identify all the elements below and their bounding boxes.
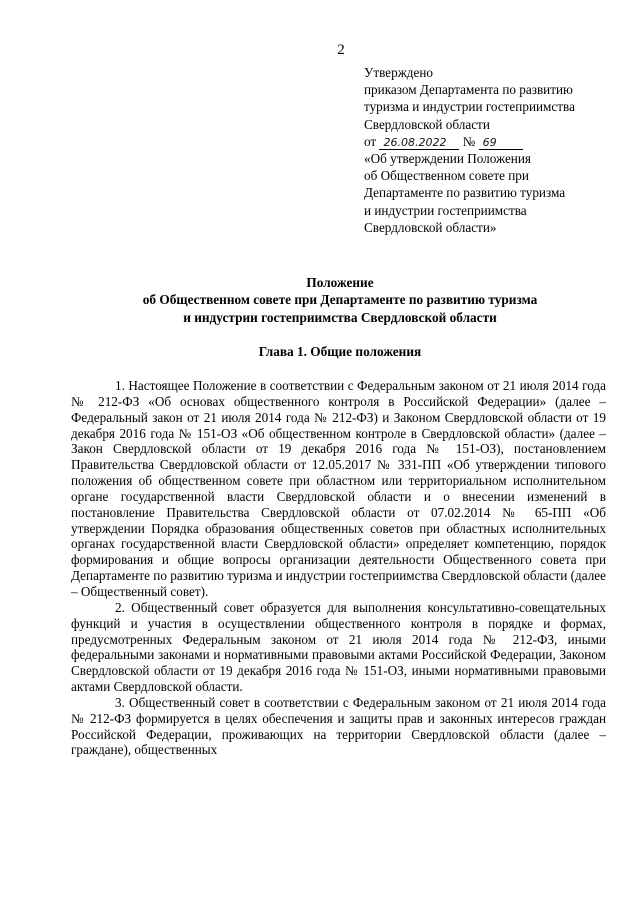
approval-line: приказом Департамента по развитию — [364, 82, 573, 98]
approval-line: Департаменте по развитию туризма — [364, 185, 566, 201]
approval-block — [364, 64, 624, 236]
date-prefix: от — [364, 133, 377, 149]
approval-line: об Общественном совете при — [364, 168, 529, 184]
page-number: 2 — [337, 42, 345, 58]
paragraph: 3. Общественный совет в соответствии с Федеральным законом от 21 июля 2014 года № 212-ФЗ формируется в целях обеспечения и защиты прав и законных интересов граждан Российской Федерации, проживающих на территории Свердловской области (далее – граждане), общественных — [71, 694, 606, 758]
title-line: об Общественном совете при Департаменте по развитию туризма — [142, 292, 538, 308]
approval-line: Свердловской области — [364, 116, 490, 132]
document-title — [70, 274, 610, 326]
approval-line: Свердловской области» — [364, 219, 497, 235]
approval-line: туризма и индустрии гостеприимства — [364, 99, 575, 115]
chapter-heading: Глава 1. Общие положения — [258, 344, 422, 359]
handwritten-date: 26.08.2022 — [379, 136, 459, 150]
title-line: Положение — [306, 275, 374, 290]
document-body — [71, 378, 606, 758]
approval-date-line — [364, 133, 624, 150]
approval-line: и индустрии гостеприимства — [364, 202, 527, 218]
title-line: и индустрии гостеприимства Свердловской области — [183, 309, 497, 325]
approval-line: «Об утверждении Положения — [364, 151, 531, 167]
approval-line: Утверждено — [364, 65, 434, 80]
paragraph: 2. Общественный совет образуется для выполнения консультативно-совещательных функций и участия в осуществлении общественного контроля в порядке и формах, предусмотренных Федеральным законом от 21 июля 2014 года № 212-ФЗ, иными федеральными законами и нормативными правовыми актами Российской Федерации, Законом Свердловской области от 19 декабря 2016 года № 151-ОЗ, иными нормативными правовыми актами Свердловской области. — [71, 599, 606, 695]
number-prefix: № — [462, 133, 476, 149]
handwritten-number: 69 — [479, 136, 523, 150]
paragraph: 1. Настоящее Положение в соответствии с Федеральным законом от 21 июля 2014 года № 212-ФЗ «Об основах общественного контроля в Российской Федерации» (далее – Федеральный закон от 21 июля 2014 года № 212-ФЗ) и Законом Свердловской области от 19 декабря 2016 года № 151-ОЗ «Об общественном контроле в Свердловской области» (далее – Закон Свердловской области от 19 декабря 2016 года № 151-ОЗ), постановлением Правительства Свердловской области от 12.05.2017 № 331-ПП «Об утверждении типового положения об общественном совете при областном или территориальном исполнительном органе государственной власти Свердловской области и о внесении изменений в постановление Правительства Свердловской области от 07.02.2014 № 65-ПП «Об утверждении Порядка образования общественных советов при областных исполнительных органах государственной власти Свердловской области» определяет компетенцию, порядок формирования и общие вопросы организации деятельности Общественного совета при Департаменте по развитию туризма и индустрии гостеприимства Свердловской области (далее – Общественный совет). — [71, 378, 606, 599]
